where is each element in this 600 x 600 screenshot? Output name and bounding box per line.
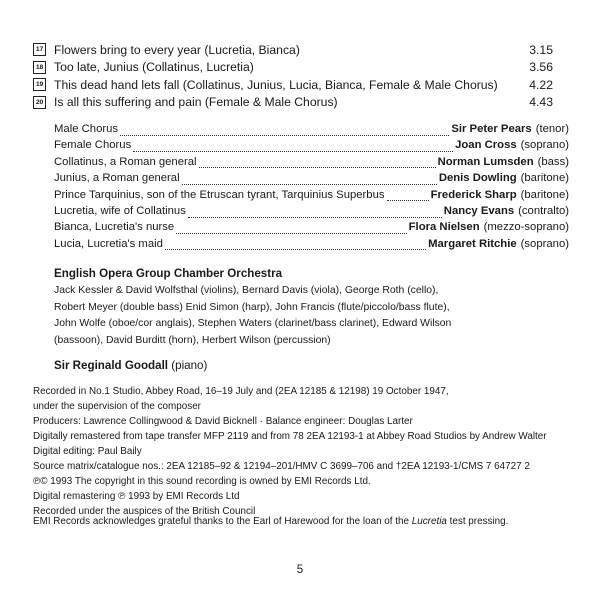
cast-row: [54, 238, 569, 254]
cast-voice: (tenor): [535, 123, 569, 135]
cast-voice: (mezzo-soprano): [483, 221, 569, 234]
leader-dots: [133, 151, 453, 152]
orchestra-title: English Opera Group Chamber Orchestra: [54, 267, 283, 280]
track-number: 20: [33, 96, 46, 109]
credit-line: Producers: Lawrence Collingwood & David Bicknell · Balance engineer: Douglas Larter: [33, 416, 413, 427]
conductor-role: (piano): [171, 359, 208, 373]
leader-dots: [176, 233, 406, 234]
conductor-line: [54, 357, 574, 375]
cast-voice: (baritone): [520, 172, 569, 185]
cast-list: [54, 123, 569, 254]
ack-text-end: test pressing.: [446, 516, 509, 527]
track-row: [33, 59, 553, 77]
credit-line: Digital remastering ℗ 1993 by EMI Records Ltd: [33, 491, 240, 502]
ack-title: Lucretia: [411, 516, 447, 527]
recording-credits: [33, 384, 573, 519]
cast-singer: Denis Dowling: [438, 172, 517, 185]
cast-row: [54, 189, 569, 205]
leader-dots: [387, 200, 429, 201]
leader-dots: [165, 249, 426, 250]
cast-voice: (soprano): [520, 237, 569, 250]
track-list: [33, 41, 553, 111]
track-title: This dead hand lets fall (Collatinus, Junius, Lucia, Bianca, Female & Male Chorus): [54, 77, 498, 92]
cast-row: [54, 205, 569, 221]
cast-role: Bianca, Lucretia's nurse: [54, 221, 175, 234]
leader-dots: [199, 167, 436, 168]
cast-voice: (soprano): [520, 139, 569, 152]
orchestra-line: (bassoon), David Burditt (horn), Herbert Wilson (percussion): [54, 334, 331, 346]
track-row: [33, 94, 553, 112]
page-number: 5: [296, 564, 304, 576]
cast-voice: (contralto): [518, 204, 569, 217]
cast-role: Lucia, Lucretia's maid: [54, 237, 163, 250]
track-title: Flowers bring to every year (Lucretia, Bianca): [54, 42, 300, 57]
acknowledgement: [33, 516, 508, 527]
track-number: 18: [33, 61, 46, 74]
cast-role: Junius, a Roman general: [54, 172, 180, 185]
credit-line: Digitally remastered from tape transfer MFP 2119 and from 78 2EA 12193-1 at Abbey Road Studios by Andrew Walter: [33, 431, 547, 442]
credit-line: under the supervision of the composer: [33, 401, 201, 412]
cast-role: Lucretia, wife of Collatinus: [54, 204, 186, 217]
credit-line: ℗© 1993 The copyright in this sound recording is owned by EMI Records Ltd.: [33, 476, 371, 487]
leader-dots: [182, 184, 437, 185]
cast-singer: Margaret Ritchie: [428, 237, 517, 250]
credit-line: Source matrix/catalogue nos.: 2EA 12185–92 & 12194–201/HMV C 3699–706 and †2EA 12193-1/CMS 7 64727 2: [33, 461, 530, 472]
leader-dots: [188, 217, 442, 218]
leader-dots: [120, 135, 449, 136]
conductor-name: Sir Reginald Goodall: [54, 359, 169, 373]
cast-singer: Nancy Evans: [443, 204, 515, 217]
cast-voice: (bass): [537, 155, 569, 168]
track-row: [33, 41, 553, 59]
cast-singer: Sir Peter Pears: [451, 123, 532, 135]
cast-role: Collatinus, a Roman general: [54, 155, 197, 168]
cast-role: Prince Tarquinius, son of the Etruscan tyrant, Tarquinius Superbus: [54, 188, 385, 201]
cast-row: [54, 123, 569, 139]
orchestra-line: Robert Meyer (double bass) Enid Simon (harp), John Francis (flute/piccolo/bass flute),: [54, 301, 450, 313]
cast-row: [54, 221, 569, 237]
cast-role: Male Chorus: [54, 123, 119, 135]
track-number: 17: [33, 43, 46, 56]
track-duration: 3.56: [529, 60, 553, 75]
orchestra-line: John Wolfe (oboe/cor anglais), Stephen Waters (clarinet/bass clarinet), Edward Wilson: [54, 318, 452, 330]
credit-line: Recorded under the auspices of the British Council: [33, 506, 256, 517]
cast-voice: (baritone): [520, 188, 569, 201]
track-number: 19: [33, 78, 46, 91]
ack-text: EMI Records acknowledges grateful thanks to the Earl of Harewood for the loan of the: [33, 516, 412, 527]
cast-row: [54, 172, 569, 188]
orchestra-section: [54, 265, 574, 375]
cast-row: [54, 156, 569, 172]
orchestra-line: Jack Kessler & David Wolfsthal (violins), Bernard Davis (viola), George Roth (cello),: [54, 285, 439, 296]
credit-line: Recorded in No.1 Studio, Abbey Road, 16–19 July and (2EA 12185 & 12198) 19 October 1947,: [33, 386, 449, 397]
cast-singer: Flora Nielsen: [408, 221, 480, 234]
cast-singer: Joan Cross: [455, 139, 517, 152]
track-duration: 4.22: [529, 77, 553, 92]
cast-row: [54, 139, 569, 155]
track-row: [33, 76, 553, 94]
track-duration: 3.15: [529, 42, 553, 57]
track-duration: 4.43: [529, 95, 553, 110]
cast-singer: Frederick Sharp: [430, 188, 517, 201]
cast-singer: Norman Lumsden: [437, 155, 534, 168]
cast-role: Female Chorus: [54, 139, 132, 152]
track-title: Is all this suffering and pain (Female & Male Chorus): [54, 95, 338, 110]
track-title: Too late, Junius (Collatinus, Lucretia): [54, 60, 254, 75]
credit-line: Digital editing: Paul Baily: [33, 446, 142, 457]
